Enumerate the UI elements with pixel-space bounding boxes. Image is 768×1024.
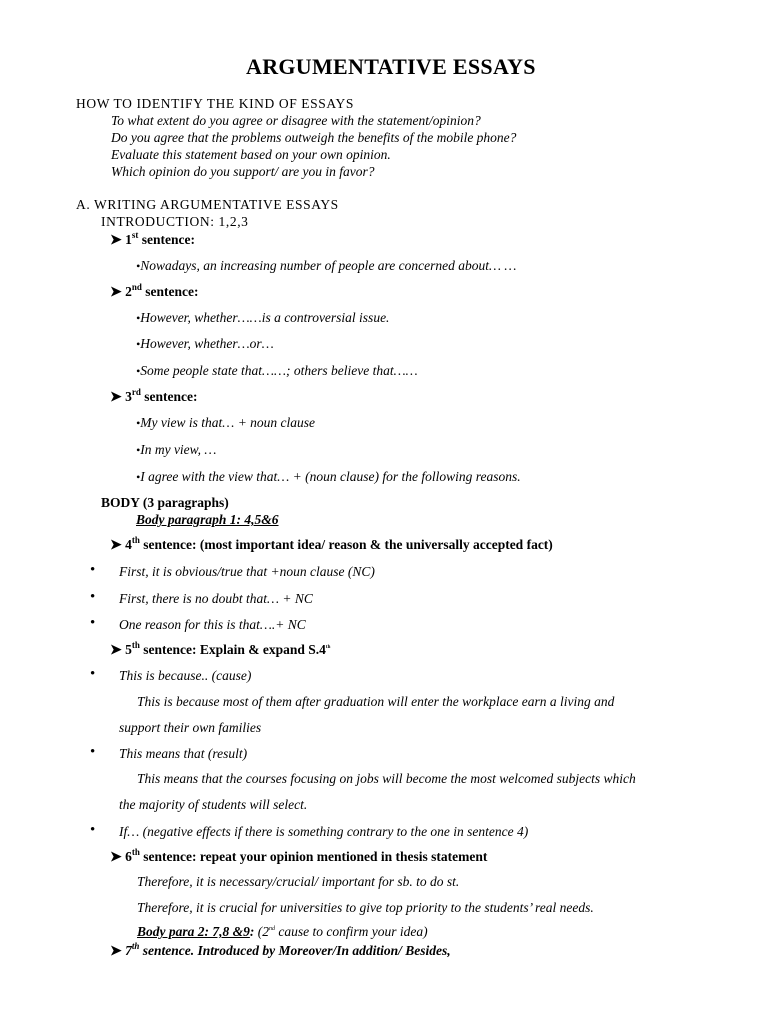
sentence-6-line-1: Therefore, it is necessary/crucial/ important for sb. to do st. bbox=[137, 874, 460, 889]
identify-line-2: Do you agree that the problems outweigh the benefits of the mobile phone? bbox=[111, 130, 517, 145]
body-heading: BODY (3 paragraphs) bbox=[101, 495, 229, 510]
sentence-6-heading: ➤ 6th sentence: repeat your opinion mentioned in thesis statement bbox=[110, 847, 488, 865]
arrow-bullet-icon: ➤ bbox=[110, 233, 122, 248]
identify-line-4: Which opinion do you support/ are you in favor? bbox=[111, 164, 375, 179]
sentence-1-heading: ➤ 1st sentence: bbox=[110, 230, 195, 248]
dot-bullet-icon: • bbox=[136, 443, 141, 457]
sentence-2-heading: ➤ 2nd sentence: bbox=[110, 282, 199, 300]
dot-bullet-icon: • bbox=[136, 470, 141, 484]
sentence-4-item-2: First, there is no doubt that… + NC bbox=[119, 591, 313, 606]
dot-bullet-icon: • bbox=[136, 416, 141, 430]
arrow-bullet-icon: ➤ bbox=[110, 538, 122, 553]
dot-bullet-icon: • bbox=[136, 259, 141, 273]
sentence-7-heading: ➤ 7th sentence. Introduced by Moreover/In addition/ Besides, bbox=[110, 941, 451, 959]
dot-bullet-icon: • bbox=[136, 311, 141, 325]
bullet-icon: • bbox=[90, 589, 96, 605]
sentence-5-item-2-example-line-1: This means that the courses focusing on jobs will become the most welcomed subjects which bbox=[137, 771, 636, 786]
sentence-1-item: •Nowadays, an increasing number of people are concerned about… … bbox=[136, 258, 517, 273]
bullet-icon: • bbox=[90, 822, 96, 838]
sentence-2-item-3: •Some people state that……; others believe that…… bbox=[136, 363, 418, 378]
sentence-5-item-1-example-line-2: support their own families bbox=[119, 720, 262, 735]
arrow-bullet-icon: ➤ bbox=[110, 390, 122, 405]
sentence-5-item-2-example-line-2: the majority of students will select. bbox=[119, 797, 308, 812]
sentence-3-item-3: •I agree with the view that… + (noun clause) for the following reasons. bbox=[136, 469, 521, 484]
identify-line-3: Evaluate this statement based on your own opinion. bbox=[111, 147, 391, 162]
arrow-bullet-icon: ➤ bbox=[110, 850, 122, 865]
identify-heading: HOW TO IDENTIFY THE KIND OF ESSAYS bbox=[76, 96, 354, 111]
sentence-4-item-3: One reason for this is that….+ NC bbox=[119, 617, 306, 632]
page-title: ARGUMENTATIVE ESSAYS bbox=[246, 54, 536, 79]
sentence-5-item-2: This means that (result) bbox=[119, 746, 248, 761]
identify-line-1: To what extent do you agree or disagree with the statement/opinion? bbox=[111, 113, 481, 128]
sentence-4-heading: ➤ 4th sentence: (most important idea/ reason & the universally accepted fact) bbox=[110, 535, 553, 553]
bullet-icon: • bbox=[90, 666, 96, 682]
introduction-heading: INTRODUCTION: 1,2,3 bbox=[101, 214, 249, 229]
section-a-heading: A. WRITING ARGUMENTATIVE ESSAYS bbox=[76, 197, 339, 212]
sentence-3-heading: ➤ 3rd sentence: bbox=[110, 387, 198, 405]
bullet-icon: • bbox=[90, 562, 96, 578]
sentence-6-line-2: Therefore, it is crucial for universities to give top priority to the students’ real needs. bbox=[137, 900, 594, 915]
body-paragraph-2-heading: Body para 2: 7,8 &9: (2nd cause to confirm your idea) bbox=[137, 924, 428, 939]
bullet-icon: • bbox=[90, 615, 96, 631]
dot-bullet-icon: • bbox=[136, 337, 141, 351]
sentence-5-item-3: If… (negative effects if there is something contrary to the one in sentence 4) bbox=[119, 824, 529, 839]
sentence-3-item-2: •In my view, … bbox=[136, 442, 217, 457]
body-paragraph-1-heading: Body paragraph 1: 4,5&6 bbox=[136, 512, 279, 527]
sentence-5-heading: ➤ 5th sentence: Explain & expand S.4th bbox=[110, 640, 331, 658]
bullet-icon: • bbox=[90, 744, 96, 760]
sentence-5-item-1: This is because.. (cause) bbox=[119, 668, 252, 683]
arrow-bullet-icon: ➤ bbox=[110, 643, 122, 658]
dot-bullet-icon: • bbox=[136, 364, 141, 378]
arrow-bullet-icon: ➤ bbox=[110, 944, 122, 959]
sentence-3-item-1: •My view is that… + noun clause bbox=[136, 415, 316, 430]
sentence-5-item-1-example-line-1: This is because most of them after graduation will enter the workplace earn a living and bbox=[137, 694, 615, 709]
sentence-2-item-1: •However, whether……is a controversial issue. bbox=[136, 310, 390, 325]
arrow-bullet-icon: ➤ bbox=[110, 285, 122, 300]
sentence-2-item-2: •However, whether…or… bbox=[136, 336, 274, 351]
sentence-4-item-1: First, it is obvious/true that +noun clause (NC) bbox=[119, 564, 375, 579]
